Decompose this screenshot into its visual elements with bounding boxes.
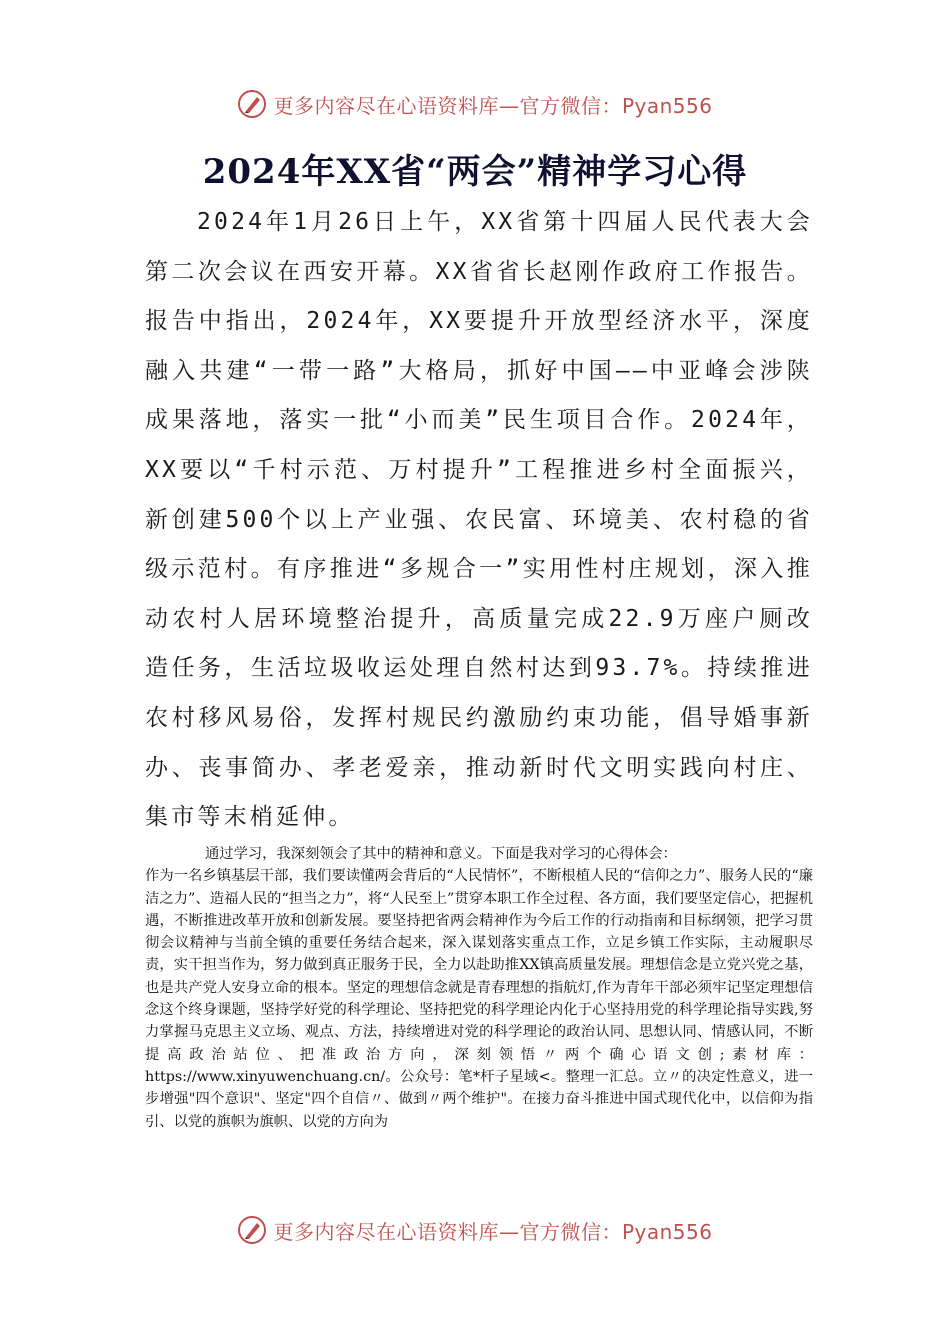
body-paragraph: 作为一名乡镇基层干部，我们要读懂两会背后的“人民情怀”，不断根植人民的“信仰之力”、服务人民的“廉洁之力”、造福人民的“担当之力”，将“人民至上”贯穿本职工作全过程、各方面，我们要坚定信心，把握机遇，不断推进改革开放和创新发展。要坚持把省两会精神作为今后工作的行动指南和目标纲领，把学习贯彻会议精神与当前全镇的重要任务结合起来，深入谋划落实重点工作，立足乡镇工作实际，主动履职尽责，实干担当作为，努力做到真正服务于民，全力以赴助推XX镇高质量发展。理想信念是立党兴党之基，也是共产党人安身立命的根本。坚定的理想信念就是青春理想的指航灯,作为青年干部必须牢记坚定理想信念这个终身课题，坚持学好党的科学理论、坚持把党的科学理论内化于心坚持用党的科学理论指导实践,努力掌握马克思主义立场、观点、方法，持续增进对党的科学理论的政治认同、思想认同、情感认同，不断提高政治站位、把准政治方向，深刻领悟〃两个确心语文创;素材库：https://www.xinyuwenchuang.cn/。公众号：笔*杆子星域<。整理一汇总。立〃的决定性意义，进一步增强"四个意识"、坚定"四个自信〃、做到〃两个维护"。在接力奋斗推进中国式现代化中，以信仰为指引、以党的旗帜为旗帜、以党的方向为 bbox=[145, 868, 813, 1130]
watermark-header bbox=[0, 84, 950, 124]
lead-paragraph: 2024年1月26日上午，XX省第十四届人民代表大会第二次会议在西安开幕。XX省省长赵刚作政府工作报告。报告中指出，2024年，XX要提升开放型经济水平，深度融入共建“一带一路”大格局，抓好中国——中亚峰会涉陕成果落地，落实一批“小而美”民生项目合作。2024年，XX要以“千村示范、万村提升”工程推进乡村全面振兴，新创建500个以上产业强、农民富、环境美、农村稳的省级示范村。有序推进“多规合一”实用性村庄规划，深入推动农村人居环境整治提升，高质量完成22.9万座户厕改造任务，生活垃圾收运处理自然村达到93.7%。持续推进农村移风易俗，发挥村规民约激励约束功能，倡导婚事新办、丧事简办、孝老爱亲，推动新时代文明实践向村庄、集市等末梢延伸。 bbox=[145, 209, 813, 831]
watermark-footer bbox=[0, 1210, 950, 1250]
body-section bbox=[145, 843, 813, 1133]
page-title: 2024年XX省“两会”精神学习心得 bbox=[202, 152, 748, 192]
watermark-text: 更多内容尽在心语资料库—官方微信：Pyan556 bbox=[273, 93, 713, 118]
pen-logo-icon bbox=[237, 89, 267, 119]
pen-logo-icon bbox=[237, 1215, 267, 1245]
intro-line: 通过学习，我深刻领会了其中的精神和意义。下面是我对学习的心得体会： bbox=[205, 846, 677, 862]
watermark-text: 更多内容尽在心语资料库—官方微信：Pyan556 bbox=[273, 1219, 713, 1244]
